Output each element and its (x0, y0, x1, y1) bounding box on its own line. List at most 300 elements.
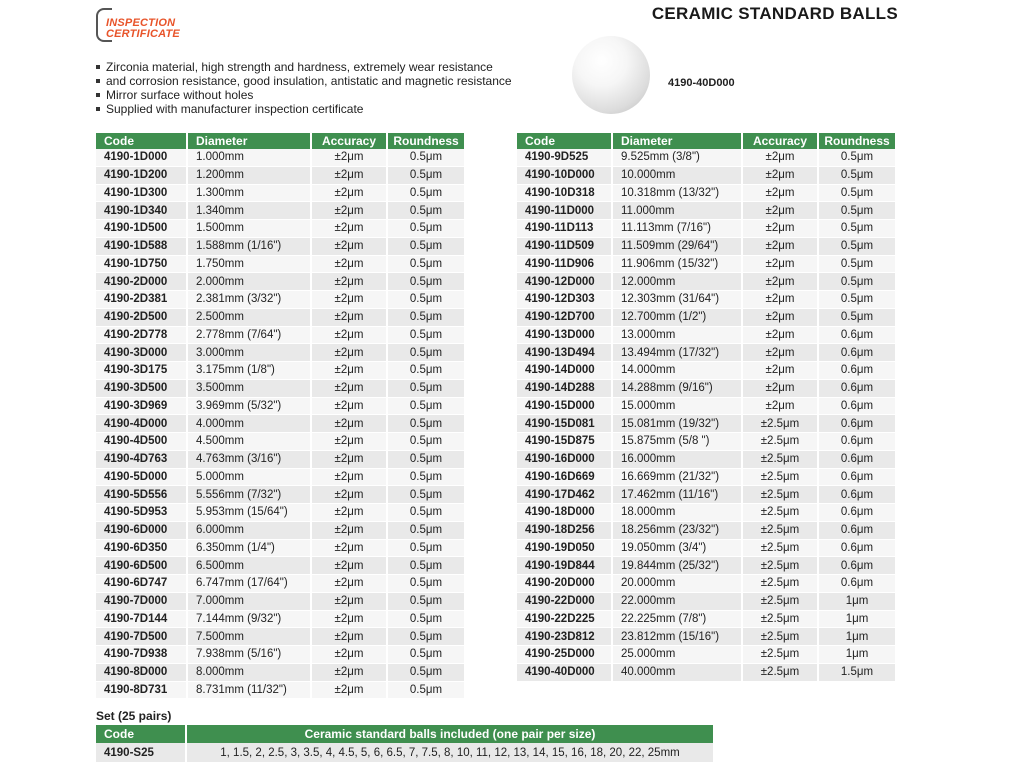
cell-accuracy: ±2μm (743, 327, 819, 345)
table-row (517, 344, 897, 362)
cell-code: 4190-6D000 (96, 522, 188, 540)
table-row (517, 628, 897, 646)
table-row (517, 398, 897, 416)
cell-code: 4190-3D175 (96, 362, 188, 380)
cell-diameter: 8.000mm (188, 664, 312, 682)
cell-roundness: 0.5μm (388, 291, 466, 309)
cell-roundness: 0.5μm (388, 380, 466, 398)
cell-diameter: 13.000mm (613, 327, 743, 345)
cell-diameter: 11.509mm (29/64") (613, 238, 743, 256)
cell-code: 4190-16D669 (517, 469, 613, 487)
table-row (96, 664, 466, 682)
cell-roundness: 0.5μm (388, 433, 466, 451)
cell-roundness: 0.5μm (388, 611, 466, 629)
cell-roundness: 0.5μm (388, 415, 466, 433)
cell-roundness: 0.5μm (388, 628, 466, 646)
cell-diameter: 20.000mm (613, 575, 743, 593)
feature-item: Zirconia material, high strength and hardness, extremely wear resistance (96, 60, 512, 74)
cell-accuracy: ±2μm (743, 256, 819, 274)
cell-roundness: 0.5μm (388, 522, 466, 540)
cell-accuracy: ±2μm (312, 593, 388, 611)
cell-code: 4190-3D000 (96, 344, 188, 362)
table-row (96, 540, 466, 558)
table-row (517, 646, 897, 664)
table-row (96, 202, 466, 220)
cell-accuracy: ±2μm (743, 380, 819, 398)
cell-roundness: 1μm (819, 611, 897, 629)
cell-roundness: 0.6μm (819, 575, 897, 593)
cell-diameter: 4.763mm (3/16") (188, 451, 312, 469)
cell-code: 4190-15D875 (517, 433, 613, 451)
cell-accuracy: ±2μm (312, 415, 388, 433)
cell-accuracy: ±2μm (312, 380, 388, 398)
cell-diameter: 25.000mm (613, 646, 743, 664)
table-row (96, 238, 466, 256)
cell-roundness: 0.6μm (819, 504, 897, 522)
cell-diameter: 6.500mm (188, 557, 312, 575)
cell-roundness: 0.5μm (388, 238, 466, 256)
cell-diameter: 18.256mm (23/32") (613, 522, 743, 540)
cell-accuracy: ±2μm (312, 433, 388, 451)
cell-code: 4190-14D288 (517, 380, 613, 398)
table-row (517, 469, 897, 487)
cell-accuracy: ±2μm (312, 202, 388, 220)
cell-accuracy: ±2μm (312, 238, 388, 256)
cell-roundness: 1μm (819, 646, 897, 664)
cell-accuracy: ±2μm (312, 185, 388, 203)
cell-roundness: 1.5μm (819, 664, 897, 682)
cell-roundness: 0.5μm (388, 327, 466, 345)
cell-accuracy: ±2μm (312, 664, 388, 682)
col-roundness: Roundness (388, 133, 466, 149)
cell-diameter: 1.500mm (188, 220, 312, 238)
cell-roundness: 0.5μm (819, 202, 897, 220)
cell-code: 4190-6D500 (96, 557, 188, 575)
cell-accuracy: ±2μm (743, 202, 819, 220)
cell-accuracy: ±2.5μm (743, 469, 819, 487)
cell-code: 4190-5D000 (96, 469, 188, 487)
logo-line2: CERTIFICATE (106, 28, 180, 40)
cell-diameter: 6.747mm (17/64") (188, 575, 312, 593)
cell-diameter: 3.175mm (1/8") (188, 362, 312, 380)
cell-diameter: 6.350mm (1/4") (188, 540, 312, 558)
cell-roundness: 0.6μm (819, 433, 897, 451)
cell-accuracy: ±2.5μm (743, 415, 819, 433)
table-row (96, 682, 466, 700)
cell-roundness: 0.5μm (388, 202, 466, 220)
table-row (96, 469, 466, 487)
cell-roundness: 0.5μm (819, 273, 897, 291)
cell-code: 4190-22D000 (517, 593, 613, 611)
cell-code: 4190-18D000 (517, 504, 613, 522)
table-row (517, 185, 897, 203)
col-code: Code (96, 133, 188, 149)
table-row (517, 486, 897, 504)
cell-diameter: 1.750mm (188, 256, 312, 274)
cell-accuracy: ±2.5μm (743, 575, 819, 593)
table-row (96, 522, 466, 540)
cell-code: 4190-4D500 (96, 433, 188, 451)
cell-diameter: 2.000mm (188, 273, 312, 291)
table-header-row (517, 133, 897, 149)
cell-accuracy: ±2.5μm (743, 451, 819, 469)
cell-accuracy: ±2μm (312, 611, 388, 629)
cell-diameter: 5.953mm (15/64") (188, 504, 312, 522)
cell-diameter: 23.812mm (15/16") (613, 628, 743, 646)
table-row (517, 504, 897, 522)
cell-roundness: 0.6μm (819, 327, 897, 345)
cell-code: 4190-11D509 (517, 238, 613, 256)
table-row (517, 415, 897, 433)
table-row (96, 433, 466, 451)
cell-roundness: 0.5μm (388, 469, 466, 487)
cell-roundness: 0.6μm (819, 362, 897, 380)
cell-roundness: 0.5μm (388, 557, 466, 575)
cell-code: 4190-11D113 (517, 220, 613, 238)
cell-accuracy: ±2μm (743, 398, 819, 416)
cell-diameter: 15.081mm (19/32") (613, 415, 743, 433)
cell-code: 4190-19D844 (517, 557, 613, 575)
cell-accuracy: ±2.5μm (743, 433, 819, 451)
table-row (96, 362, 466, 380)
cell-code: 4190-20D000 (517, 575, 613, 593)
cell-diameter: 6.000mm (188, 522, 312, 540)
cell-code: 4190-5D556 (96, 486, 188, 504)
cell-roundness: 0.6μm (819, 415, 897, 433)
cell-code: 4190-4D000 (96, 415, 188, 433)
cell-roundness: 0.5μm (819, 185, 897, 203)
cell-diameter: 1.300mm (188, 185, 312, 203)
table-row (517, 611, 897, 629)
table-row (96, 256, 466, 274)
cell-code: 4190-10D318 (517, 185, 613, 203)
logo-text (106, 18, 180, 40)
cell-code: 4190-11D906 (517, 256, 613, 274)
cell-accuracy: ±2μm (312, 540, 388, 558)
cell-code: 4190-2D381 (96, 291, 188, 309)
cell-roundness: 0.5μm (388, 504, 466, 522)
cell-roundness: 0.5μm (819, 238, 897, 256)
col-diameter: Diameter (613, 133, 743, 149)
cell-accuracy: ±2μm (743, 238, 819, 256)
cell-diameter: 1.340mm (188, 202, 312, 220)
cell-code: 4190-12D000 (517, 273, 613, 291)
cell-diameter: 16.000mm (613, 451, 743, 469)
set-code: 4190-S25 (96, 743, 187, 762)
cell-roundness: 1μm (819, 593, 897, 611)
cell-accuracy: ±2μm (743, 149, 819, 167)
cell-accuracy: ±2μm (312, 557, 388, 575)
table-row (96, 380, 466, 398)
table-row (96, 451, 466, 469)
cell-accuracy: ±2μm (312, 504, 388, 522)
cell-code: 4190-18D256 (517, 522, 613, 540)
cell-diameter: 1.588mm (1/16") (188, 238, 312, 256)
cell-roundness: 0.6μm (819, 557, 897, 575)
ceramic-ball-image (572, 36, 650, 114)
cell-roundness: 0.5μm (388, 220, 466, 238)
table-row (517, 238, 897, 256)
cell-code: 4190-15D000 (517, 398, 613, 416)
cell-diameter: 7.144mm (9/32") (188, 611, 312, 629)
col-accuracy: Accuracy (743, 133, 819, 149)
table-row (517, 273, 897, 291)
cell-code: 4190-7D000 (96, 593, 188, 611)
cell-roundness: 0.5μm (388, 575, 466, 593)
table-row (517, 256, 897, 274)
feature-item: Mirror surface without holes (96, 88, 512, 102)
set-col-description: Ceramic standard balls included (one pair per size) (187, 725, 715, 743)
cell-code: 4190-16D000 (517, 451, 613, 469)
cell-diameter: 4.500mm (188, 433, 312, 451)
table-row (517, 167, 897, 185)
cell-accuracy: ±2μm (743, 167, 819, 185)
cell-accuracy: ±2.5μm (743, 522, 819, 540)
cell-roundness: 0.5μm (819, 167, 897, 185)
table-row (517, 451, 897, 469)
cell-roundness: 0.5μm (388, 593, 466, 611)
table-row (96, 273, 466, 291)
table-row (517, 575, 897, 593)
feature-item-continuation: and corrosion resistance, good insulation, antistatic and magnetic resistance (96, 74, 512, 88)
cell-diameter: 22.000mm (613, 593, 743, 611)
col-code: Code (517, 133, 613, 149)
cell-code: 4190-3D969 (96, 398, 188, 416)
cell-diameter: 19.050mm (3/4") (613, 540, 743, 558)
cell-code: 4190-22D225 (517, 611, 613, 629)
cell-roundness: 0.5μm (388, 344, 466, 362)
cell-roundness: 0.5μm (388, 256, 466, 274)
cell-diameter: 15.875mm (5/8 ") (613, 433, 743, 451)
cell-accuracy: ±2.5μm (743, 646, 819, 664)
cell-diameter: 5.556mm (7/32") (188, 486, 312, 504)
cell-diameter: 7.000mm (188, 593, 312, 611)
cell-accuracy: ±2.5μm (743, 628, 819, 646)
cell-accuracy: ±2μm (312, 167, 388, 185)
cell-accuracy: ±2μm (312, 149, 388, 167)
cell-roundness: 0.5μm (819, 220, 897, 238)
cell-accuracy: ±2.5μm (743, 540, 819, 558)
cell-accuracy: ±2μm (312, 256, 388, 274)
set-description: 1, 1.5, 2, 2.5, 3, 3.5, 4, 4.5, 5, 6, 6.5, 7, 7.5, 8, 10, 11, 12, 13, 14, 15, 16, 18, 20, 22, 25mm (187, 743, 715, 762)
cell-diameter: 19.844mm (25/32") (613, 557, 743, 575)
table-row (96, 611, 466, 629)
table-row (517, 202, 897, 220)
cell-diameter: 4.000mm (188, 415, 312, 433)
cell-diameter: 3.000mm (188, 344, 312, 362)
cell-accuracy: ±2.5μm (743, 504, 819, 522)
cell-accuracy: ±2.5μm (743, 593, 819, 611)
cell-accuracy: ±2μm (312, 575, 388, 593)
cell-diameter: 12.000mm (613, 273, 743, 291)
cell-diameter: 40.000mm (613, 664, 743, 682)
table-row (517, 309, 897, 327)
cell-accuracy: ±2.5μm (743, 486, 819, 504)
spec-table-left (96, 133, 466, 699)
cell-diameter: 11.000mm (613, 202, 743, 220)
cell-roundness: 0.5μm (388, 682, 466, 700)
set-table (96, 725, 715, 762)
cell-diameter: 14.000mm (613, 362, 743, 380)
table-row (96, 628, 466, 646)
cell-roundness: 0.5μm (388, 664, 466, 682)
cell-accuracy: ±2μm (312, 398, 388, 416)
table-row (96, 344, 466, 362)
table-row (517, 327, 897, 345)
cell-accuracy: ±2.5μm (743, 557, 819, 575)
cell-accuracy: ±2μm (743, 291, 819, 309)
cell-code: 4190-14D000 (517, 362, 613, 380)
cell-code: 4190-7D938 (96, 646, 188, 664)
cell-roundness: 0.6μm (819, 522, 897, 540)
cell-code: 4190-1D588 (96, 238, 188, 256)
cell-code: 4190-25D000 (517, 646, 613, 664)
table-row (96, 309, 466, 327)
cell-diameter: 1.000mm (188, 149, 312, 167)
cell-roundness: 0.5μm (388, 149, 466, 167)
feature-item: Supplied with manufacturer inspection certificate (96, 102, 512, 116)
cell-diameter: 17.462mm (11/16") (613, 486, 743, 504)
cell-code: 4190-12D700 (517, 309, 613, 327)
cell-accuracy: ±2μm (743, 185, 819, 203)
table-row (517, 557, 897, 575)
cell-code: 4190-8D000 (96, 664, 188, 682)
table-row (96, 504, 466, 522)
cell-code: 4190-13D494 (517, 344, 613, 362)
cell-roundness: 0.6μm (819, 540, 897, 558)
cell-diameter: 5.000mm (188, 469, 312, 487)
table-row (517, 380, 897, 398)
cell-accuracy: ±2μm (743, 309, 819, 327)
cell-roundness: 0.6μm (819, 469, 897, 487)
cell-diameter: 7.500mm (188, 628, 312, 646)
cell-diameter: 13.494mm (17/32") (613, 344, 743, 362)
cell-roundness: 0.5μm (388, 398, 466, 416)
cell-diameter: 2.381mm (3/32") (188, 291, 312, 309)
cell-accuracy: ±2μm (312, 522, 388, 540)
cell-code: 4190-2D000 (96, 273, 188, 291)
page-title: CERAMIC STANDARD BALLS (651, 4, 898, 23)
cell-diameter: 2.778mm (7/64") (188, 327, 312, 345)
cell-diameter: 10.000mm (613, 167, 743, 185)
cell-roundness: 0.6μm (819, 486, 897, 504)
cell-accuracy: ±2μm (312, 486, 388, 504)
cell-diameter: 2.500mm (188, 309, 312, 327)
cell-diameter: 9.525mm (3/8") (613, 149, 743, 167)
cell-roundness: 0.5μm (819, 149, 897, 167)
cell-code: 4190-17D462 (517, 486, 613, 504)
table-row (96, 575, 466, 593)
cell-accuracy: ±2μm (312, 682, 388, 700)
cell-accuracy: ±2μm (312, 309, 388, 327)
cell-accuracy: ±2μm (743, 362, 819, 380)
cell-accuracy: ±2.5μm (743, 664, 819, 682)
table-row (96, 593, 466, 611)
table-row (96, 220, 466, 238)
feature-list (96, 60, 512, 116)
cell-roundness: 0.6μm (819, 451, 897, 469)
cell-roundness: 0.6μm (819, 380, 897, 398)
col-diameter: Diameter (188, 133, 312, 149)
cell-diameter: 18.000mm (613, 504, 743, 522)
cell-roundness: 0.5μm (819, 309, 897, 327)
table-row (96, 167, 466, 185)
cell-accuracy: ±2μm (312, 291, 388, 309)
table-row (96, 486, 466, 504)
cell-code: 4190-6D350 (96, 540, 188, 558)
cell-diameter: 3.969mm (5/32") (188, 398, 312, 416)
col-accuracy: Accuracy (312, 133, 388, 149)
table-row (517, 664, 897, 682)
cell-code: 4190-1D500 (96, 220, 188, 238)
cell-code: 4190-8D731 (96, 682, 188, 700)
table-row (96, 415, 466, 433)
set-row (96, 743, 715, 762)
cell-roundness: 0.5μm (388, 362, 466, 380)
cell-roundness: 0.5μm (388, 273, 466, 291)
cell-accuracy: ±2μm (312, 362, 388, 380)
cell-accuracy: ±2μm (312, 469, 388, 487)
cell-code: 4190-5D953 (96, 504, 188, 522)
cell-code: 4190-2D500 (96, 309, 188, 327)
cell-diameter: 16.669mm (21/32") (613, 469, 743, 487)
logo-line1: INSPECTION (106, 17, 176, 29)
set-title: Set (25 pairs) (96, 709, 172, 723)
cell-diameter: 12.303mm (31/64") (613, 291, 743, 309)
cell-diameter: 14.288mm (9/16") (613, 380, 743, 398)
cell-diameter: 1.200mm (188, 167, 312, 185)
table-row (517, 593, 897, 611)
inspection-certificate-logo (96, 8, 206, 42)
cell-accuracy: ±2μm (743, 220, 819, 238)
cell-accuracy: ±2μm (312, 327, 388, 345)
cell-code: 4190-7D144 (96, 611, 188, 629)
table-row (96, 327, 466, 345)
cell-code: 4190-12D303 (517, 291, 613, 309)
cell-roundness: 0.5μm (388, 451, 466, 469)
cell-code: 4190-4D763 (96, 451, 188, 469)
table-row (96, 646, 466, 664)
cell-diameter: 7.938mm (5/16") (188, 646, 312, 664)
cell-code: 4190-9D525 (517, 149, 613, 167)
cell-accuracy: ±2μm (743, 344, 819, 362)
table-row (96, 291, 466, 309)
cell-code: 4190-19D050 (517, 540, 613, 558)
spec-table-right (517, 133, 897, 682)
cell-accuracy: ±2μm (743, 273, 819, 291)
cell-roundness: 0.5μm (819, 256, 897, 274)
cell-code: 4190-3D500 (96, 380, 188, 398)
cell-roundness: 1μm (819, 628, 897, 646)
cell-diameter: 3.500mm (188, 380, 312, 398)
cell-roundness: 0.5μm (819, 291, 897, 309)
cell-code: 4190-23D812 (517, 628, 613, 646)
table-row (517, 149, 897, 167)
cell-roundness: 0.6μm (819, 398, 897, 416)
cell-diameter: 10.318mm (13/32") (613, 185, 743, 203)
cell-accuracy: ±2μm (312, 628, 388, 646)
cell-code: 4190-1D000 (96, 149, 188, 167)
table-row (517, 362, 897, 380)
cell-diameter: 22.225mm (7/8") (613, 611, 743, 629)
cell-code: 4190-40D000 (517, 664, 613, 682)
set-col-code: Code (96, 725, 187, 743)
cell-accuracy: ±2μm (312, 646, 388, 664)
cell-diameter: 12.700mm (1/2") (613, 309, 743, 327)
cell-accuracy: ±2μm (312, 344, 388, 362)
cell-code: 4190-10D000 (517, 167, 613, 185)
cell-roundness: 0.5μm (388, 646, 466, 664)
